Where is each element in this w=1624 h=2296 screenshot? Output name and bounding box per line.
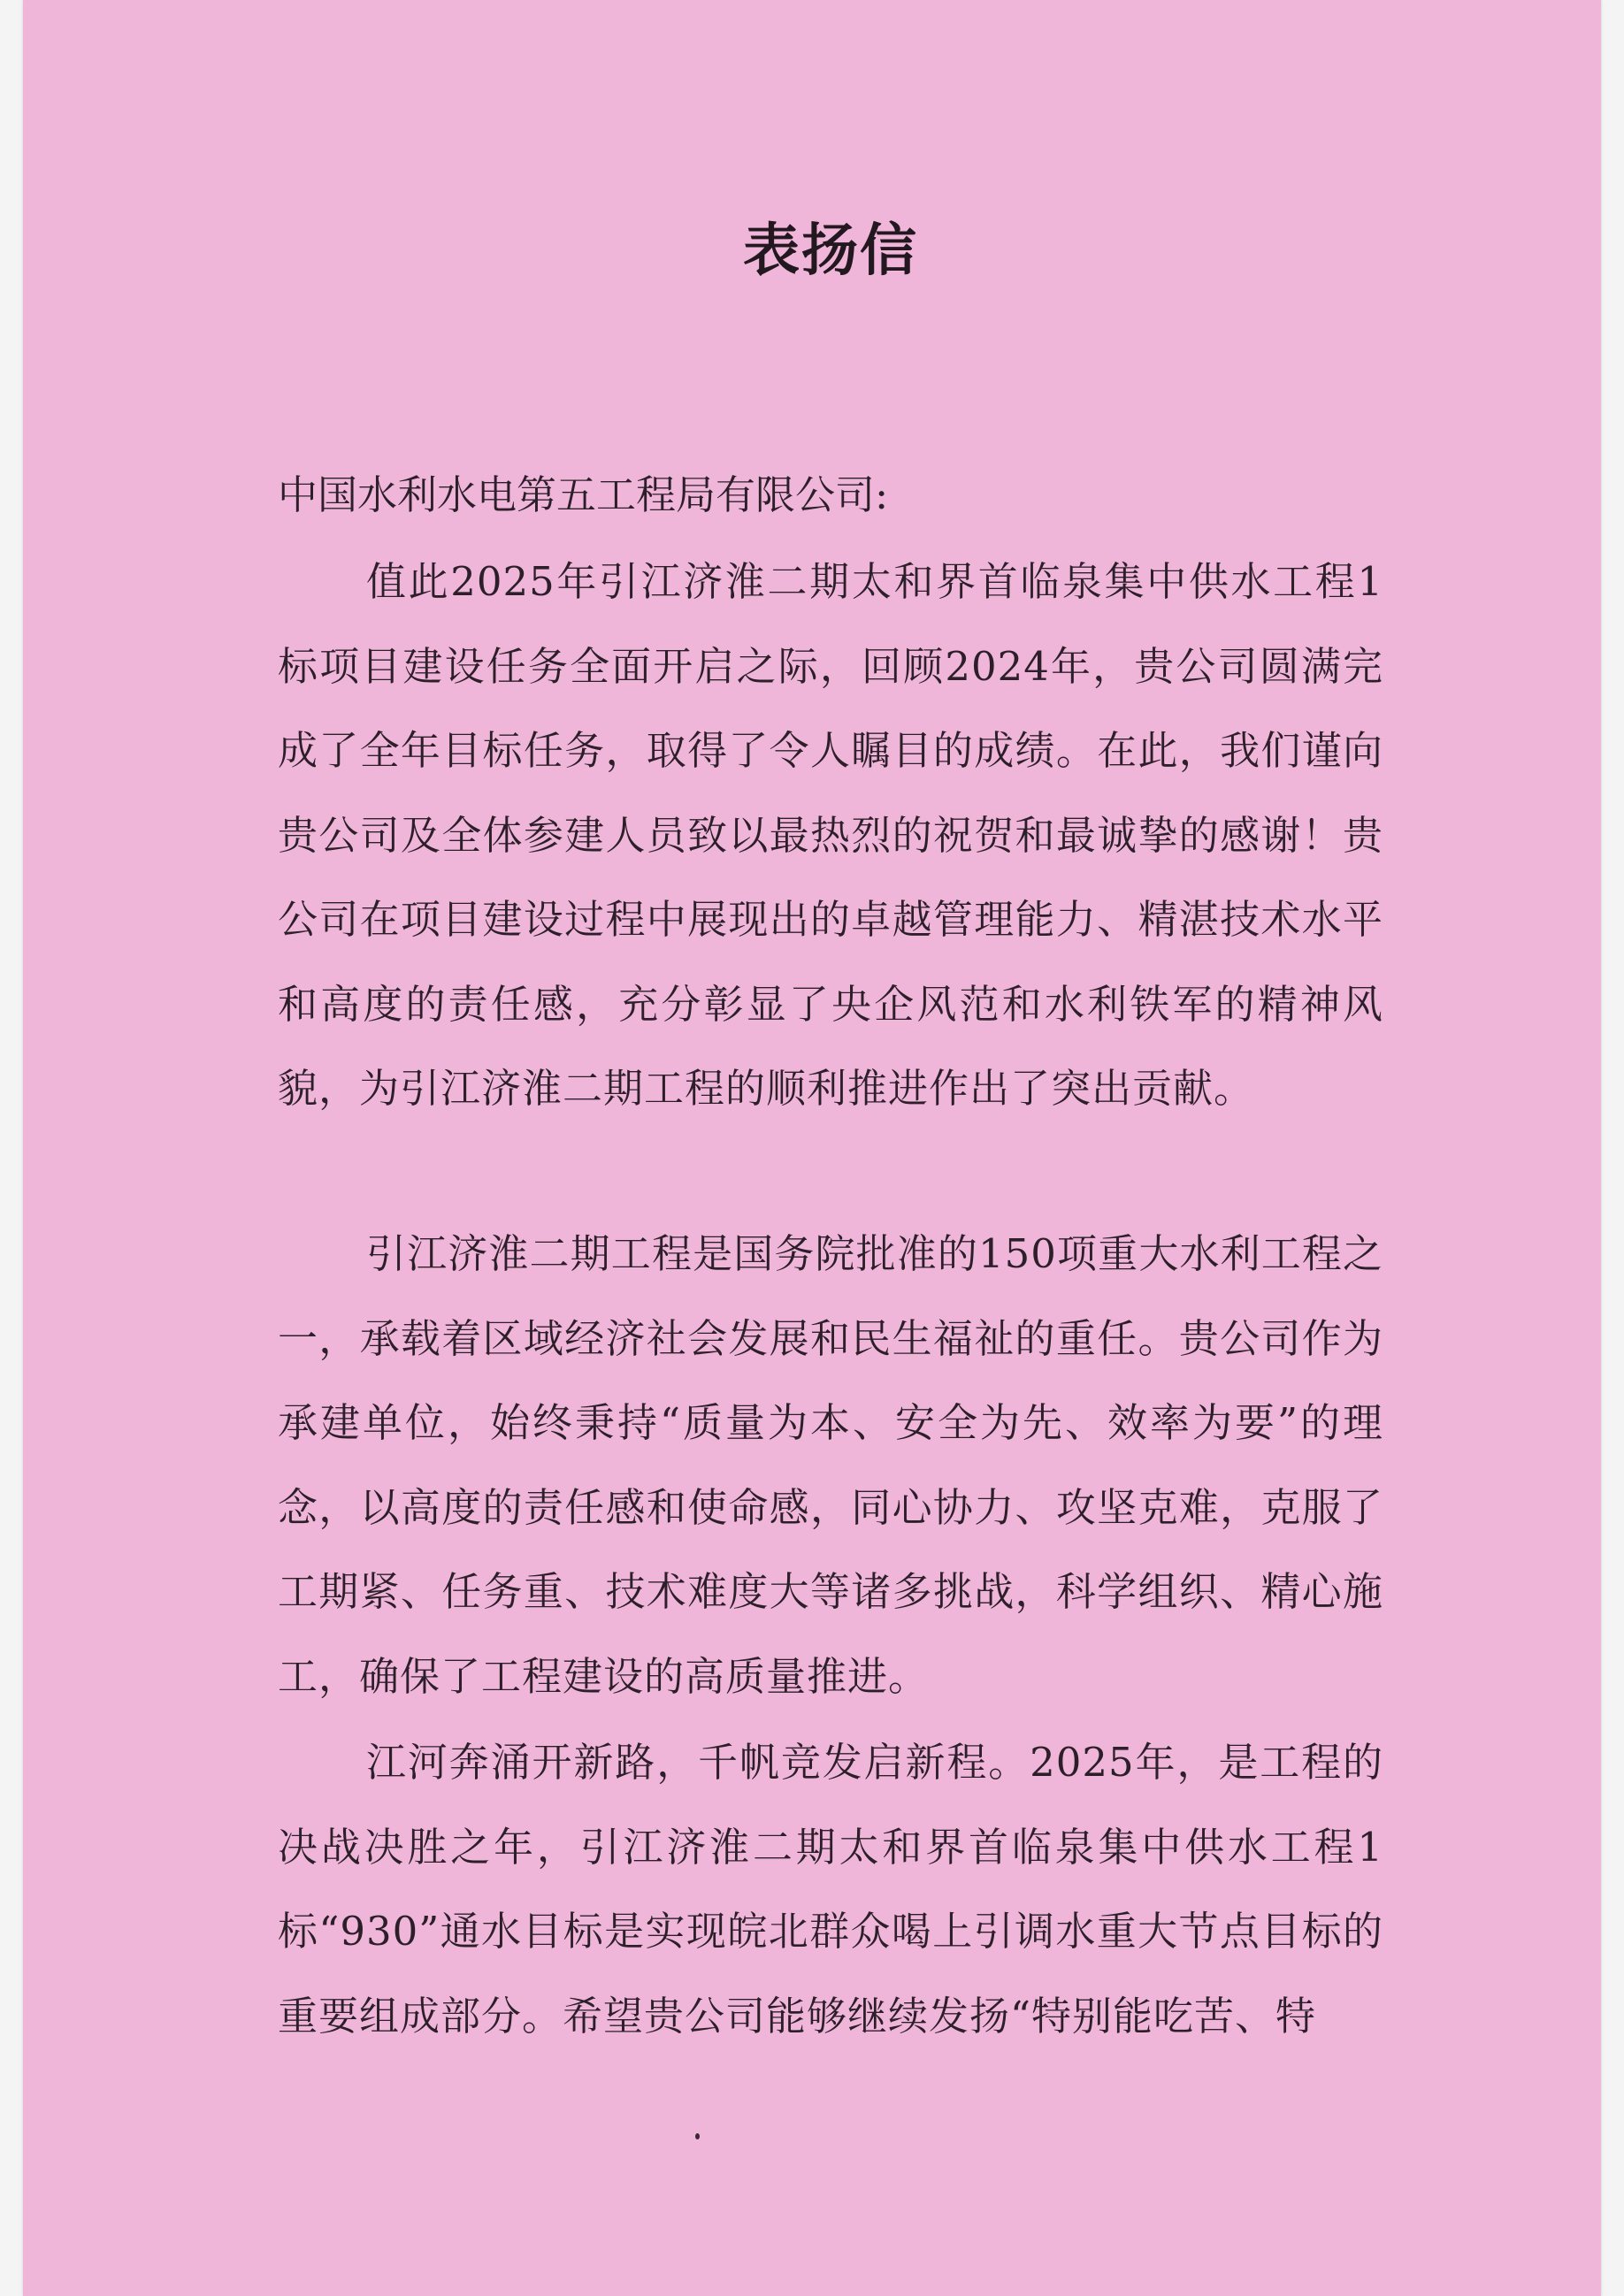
paper-speck [695, 2133, 700, 2139]
paragraph-1: 值此2025年引江济淮二期太和界首临泉集中供水工程1标项目建设任务全面开启之际，回顾2024年，贵公司圆满完成了全年目标任务，取得了令人瞩目的成绩。在此，我们谨向贵公司及全体参建人员致以最热烈的祝贺和最诚挚的感谢！贵公司在项目建设过程中展现出的卓越管理能力、精湛技术水平和高度的责任感，充分彰显了央企风范和水利铁军的精神风貌，为引江济淮二期工程的顺利推进作出了突出贡献。 [278, 558, 1383, 1112]
letter-page [23, 0, 1601, 2296]
paragraph-3: 江河奔涌开新路，千帆竞发启新程。2025年，是工程的决战决胜之年，引江济淮二期太和界首临泉集中供水工程1标“930”通水目标是实现皖北群众喝上引调水重大节点目标的重要组成部分。希望贵公司能够继续发扬“特别能吃苦、特 [278, 1739, 1383, 2040]
letter-salutation: 中国水利水电第五工程局有限公司: [278, 471, 889, 518]
letter-title: 表扬信 [743, 218, 918, 284]
paragraph-2: 引江济淮二期工程是国务院批准的150项重大水利工程之一，承载着区域经济社会发展和民生福祉的重任。贵公司作为承建单位，始终秉持“质量为本、安全为先、效率为要”的理念，以高度的责任感和使命感，同心协力、攻坚克难，克服了工期紧、任务重、技术难度大等诸多挑战，科学组织、精心施工，确保了工程建设的高质量推进。 [278, 1230, 1383, 1700]
